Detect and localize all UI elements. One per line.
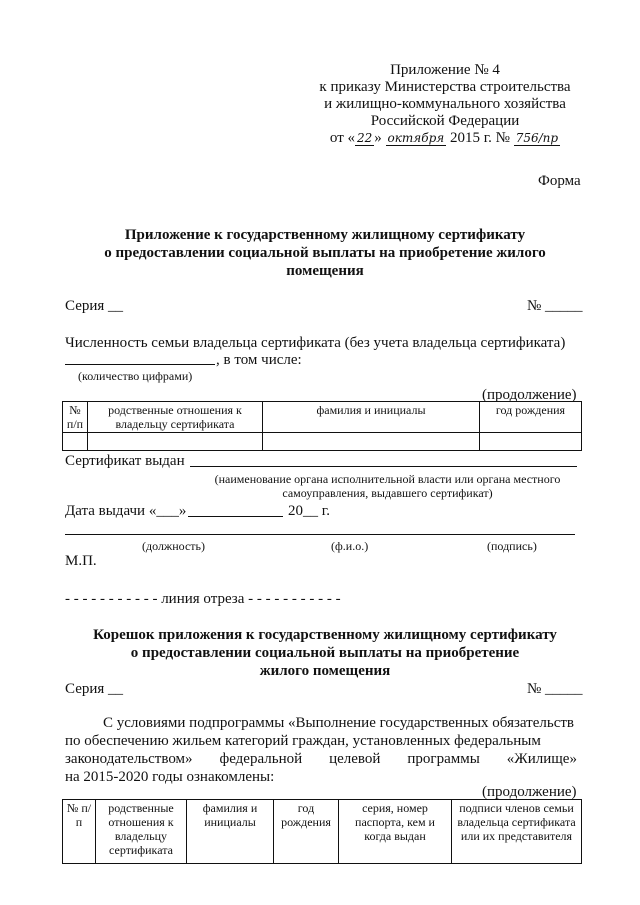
signature-line [65,534,575,535]
col-relation: родственные отношения к владельцу сертификата [88,402,263,433]
order-line-2: и жилищно-коммунального хозяйства [324,96,566,112]
conditions-text: С условиями подпрограммы «Выполнение государственных обязательств по обеспечению жильем категорий граждан, установленных федеральным законодательством» федеральной целевой программы «Жилище» на 2015-2020 годы ознакомлены: [65,715,577,785]
signature-hint: (подпись) [487,539,537,553]
issued-hint: (наименование органа исполнительной власти или органа местного самоуправления, выдавшего сертификат) [214,472,561,500]
series-label-2: Серия __ [65,681,124,697]
approval-header [300,62,590,147]
series-label: Серия __ [65,298,124,314]
appendix-number: Приложение № 4 [390,62,500,78]
appendix-title: Приложение к государственному жилищному сертификату о предоставлении социальной выплаты на приобретение жилого помещения [104,227,546,279]
number-label-2: № _____ [527,681,583,697]
stub-table [62,799,582,864]
family-table [62,401,582,451]
order-line-1: к приказу Министерства строительства [319,79,571,95]
issued-line [190,466,577,467]
position-hint: (должность) [142,539,205,553]
stub-title: Корешок приложения к государственному жилищному сертификату о предоставлении социальной выплаты на приобретение жилого помещения [93,627,557,679]
col-passport: серия, номер паспорта, кем и когда выдан [339,800,452,864]
continuation-label: (продолжение) [482,387,577,403]
issue-date-label: Дата выдачи «___» [65,503,187,519]
col-signatures: подписи членов семьи владельца сертификата или их представителя [452,800,582,864]
continuation-label-2: (продолжение) [482,784,577,800]
issued-label: Сертификат выдан [65,453,185,469]
col-number: № п/п [63,800,96,864]
col-name: фамилия и инициалы [263,402,480,433]
order-number: 756/пр [515,131,559,145]
table-row [63,433,582,451]
order-date-line: от « 22 » октября 2015 г. № 756/пр [329,130,559,146]
family-count-hint: (количество цифрами) [78,369,193,383]
col-birth-year: год рождения [480,402,582,433]
col-number: № п/п [63,402,88,433]
name-hint: (ф.и.о.) [331,539,369,553]
order-day: 22 [357,131,373,145]
order-line-3: Российской Федерации [370,113,520,129]
order-month: октября [387,131,445,145]
issue-month-line [188,516,283,517]
family-count-line [65,364,215,365]
family-size-text: Численность семьи владельца сертификата (без учета владельца сертификата) [65,335,566,351]
col-birth-year: год рождения [274,800,339,864]
col-relation: родственные отношения к владельцу сертификата [96,800,187,864]
family-size-suffix: , в том числе: [216,352,302,368]
number-label: № _____ [527,298,583,314]
cut-line: - - - - - - - - - - - линия отреза - - - - - - - - - - - [65,591,341,607]
stamp-label: М.П. [65,553,97,569]
col-name: фамилия и инициалы [187,800,274,864]
issue-date-year: 20__ г. [288,503,330,519]
form-label: Форма [538,173,581,189]
